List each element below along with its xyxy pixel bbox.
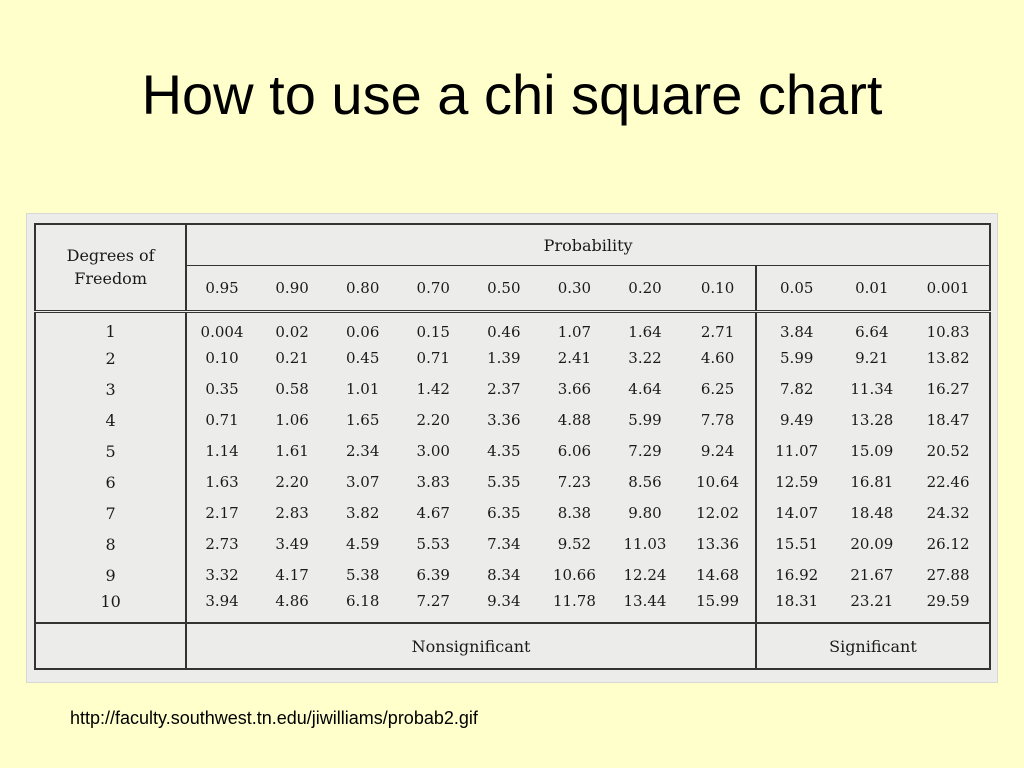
dof-cell: 6 [35,467,186,498]
table-cell: 0.71 [205,411,239,430]
table-cell: 6.18 [327,591,398,623]
dof-cell: 1 [35,312,186,343]
table-cell: 15.99 [680,591,756,623]
table-cell: 2.71 [700,322,735,341]
table-cell: 0.21 [275,349,309,368]
table-cell: 20.09 [850,535,894,554]
table-cell: 10.66 [552,566,596,585]
table-cell: 14.68 [696,566,740,585]
table-cell: 6.35 [487,504,521,523]
table-row [35,374,990,405]
table-cell: 16.81 [850,473,894,492]
chi-square-table-image [26,213,998,683]
table-cell: 0.35 [205,380,239,399]
table-cell: 12.24 [623,566,667,585]
table-cell: 0.02 [275,322,309,341]
table-cell: 9.80 [628,504,662,523]
table-cell: 6.06 [557,442,592,461]
table-row [35,560,990,591]
table-cell: 1.39 [487,349,521,368]
table-row [35,312,990,343]
table-cell: 21.67 [850,566,894,585]
table-cell: 4.86 [257,591,328,623]
probability-column-header: 0.95 [186,266,257,312]
dof-cell: 2 [35,343,186,374]
table-cell: 7.29 [628,442,662,461]
table-cell: 3.07 [345,473,380,492]
table-cell: 22.46 [907,467,990,498]
table-cell: 8.38 [557,504,592,523]
table-cell: 2.41 [557,349,592,368]
table-cell: 9.34 [469,591,540,623]
table-cell: 1.01 [345,380,380,399]
probability-column-header: 0.10 [680,266,756,312]
table-cell: 0.46 [487,322,521,341]
table-cell: 3.83 [416,473,450,492]
table-row [35,498,990,529]
probability-column-header: 0.001 [907,266,990,312]
table-cell: 27.88 [907,560,990,591]
table-cell: 13.82 [907,343,990,374]
table-cell: 3.84 [756,312,837,343]
table-cell: 11.78 [539,591,610,623]
table-cell: 29.59 [907,591,990,623]
table-cell: 6.39 [416,566,450,585]
table-row [35,467,990,498]
dof-cell: 4 [35,405,186,436]
table-cell: 13.44 [610,591,681,623]
table-cell: 3.66 [557,380,592,399]
dof-cell: 7 [35,498,186,529]
table-cell: 5.53 [416,535,450,554]
table-cell: 6.25 [700,380,735,399]
probability-column-header: 0.50 [469,266,540,312]
table-cell: 9.52 [557,535,592,554]
table-cell: 4.17 [275,566,309,585]
table-cell: 7.23 [557,473,592,492]
table-cell: 13.28 [850,411,894,430]
table-cell: 11.03 [623,535,667,554]
table-cell: 0.71 [416,349,450,368]
table-cell: 5.99 [628,411,662,430]
table-cell: 5.38 [345,566,380,585]
dof-header: Degrees of Freedom [35,224,186,312]
dof-cell: 8 [35,529,186,560]
table-row [35,591,990,623]
table-cell: 7.82 [756,374,837,405]
table-cell: 8.56 [628,473,662,492]
table-cell: 11.07 [756,436,837,467]
source-url: http://faculty.southwest.tn.edu/jiwilliams/probab2.gif [70,708,478,728]
table-cell: 0.004 [200,322,244,341]
table-cell: 16.92 [756,560,837,591]
table-cell: 2.17 [205,504,239,523]
probability-column-header: 0.80 [327,266,398,312]
slide-title: How to use a chi square chart [141,63,883,126]
probability-column-header: 0.01 [837,266,908,312]
table-cell: 2.20 [416,411,450,430]
table-cell: 0.06 [345,322,380,341]
table-cell: 10.64 [696,473,740,492]
table-cell: 24.32 [907,498,990,529]
table-cell: 1.14 [205,442,239,461]
table-cell: 2.73 [205,535,239,554]
table-cell: 0.10 [205,349,239,368]
table-cell: 9.49 [756,405,837,436]
dof-cell: 10 [35,591,186,623]
probability-column-header: 0.30 [539,266,610,312]
table-cell: 1.63 [205,473,239,492]
probability-column-header: 0.20 [610,266,681,312]
table-cell: 1.06 [275,411,309,430]
table-cell: 1.07 [557,322,592,341]
dof-cell: 5 [35,436,186,467]
table-cell: 18.47 [907,405,990,436]
table-cell: 3.32 [205,566,239,585]
table-cell: 15.09 [850,442,894,461]
table-cell: 9.24 [700,442,735,461]
footer-spacer [35,623,186,669]
chi-square-table [34,223,991,670]
table-cell: 13.36 [696,535,740,554]
table-cell: 2.37 [487,380,521,399]
table-cell: 4.60 [700,349,735,368]
table-row [35,405,990,436]
table-cell: 5.99 [756,343,837,374]
table-cell: 6.64 [855,322,889,341]
table-row [35,529,990,560]
table-cell: 4.67 [416,504,450,523]
table-cell: 3.36 [487,411,521,430]
table-cell: 11.34 [850,380,894,399]
table-cell: 1.64 [628,322,662,341]
table-cell: 12.02 [696,504,740,523]
table-cell: 9.21 [855,349,889,368]
table-cell: 23.21 [837,591,908,623]
probability-column-header: 0.70 [398,266,469,312]
nonsignificant-label: Nonsignificant [186,623,756,669]
table-cell: 16.27 [907,374,990,405]
table-cell: 3.94 [186,591,257,623]
table-cell: 0.58 [275,380,309,399]
table-cell: 2.83 [275,504,309,523]
table-cell: 3.22 [628,349,662,368]
probability-column-header: 0.90 [257,266,328,312]
table-cell: 0.45 [345,349,380,368]
table-row [35,436,990,467]
table-cell: 14.07 [756,498,837,529]
probability-column-header: 0.05 [756,266,837,312]
significant-label: Significant [756,623,990,669]
table-cell: 4.88 [557,411,592,430]
table-row [35,343,990,374]
dof-cell: 3 [35,374,186,405]
table-cell: 18.48 [850,504,894,523]
table-cell: 1.61 [275,442,309,461]
table-cell: 1.65 [345,411,380,430]
probability-header: Probability [186,224,990,266]
table-cell: 7.27 [398,591,469,623]
table-cell: 3.49 [275,535,309,554]
table-cell: 3.00 [416,442,450,461]
dof-cell: 9 [35,560,186,591]
table-cell: 4.64 [628,380,662,399]
table-cell: 8.34 [487,566,521,585]
table-cell: 7.78 [700,411,735,430]
table-cell: 2.20 [275,473,309,492]
table-cell: 10.83 [907,312,990,343]
table-cell: 5.35 [487,473,521,492]
table-cell: 18.31 [756,591,837,623]
table-cell: 12.59 [756,467,837,498]
table-cell: 1.42 [416,380,450,399]
table-cell: 20.52 [907,436,990,467]
table-cell: 2.34 [345,442,380,461]
table-cell: 4.59 [345,535,380,554]
table-cell: 4.35 [487,442,521,461]
table-cell: 15.51 [756,529,837,560]
table-cell: 0.15 [416,322,450,341]
table-cell: 7.34 [487,535,521,554]
table-cell: 26.12 [907,529,990,560]
table-cell: 3.82 [345,504,380,523]
